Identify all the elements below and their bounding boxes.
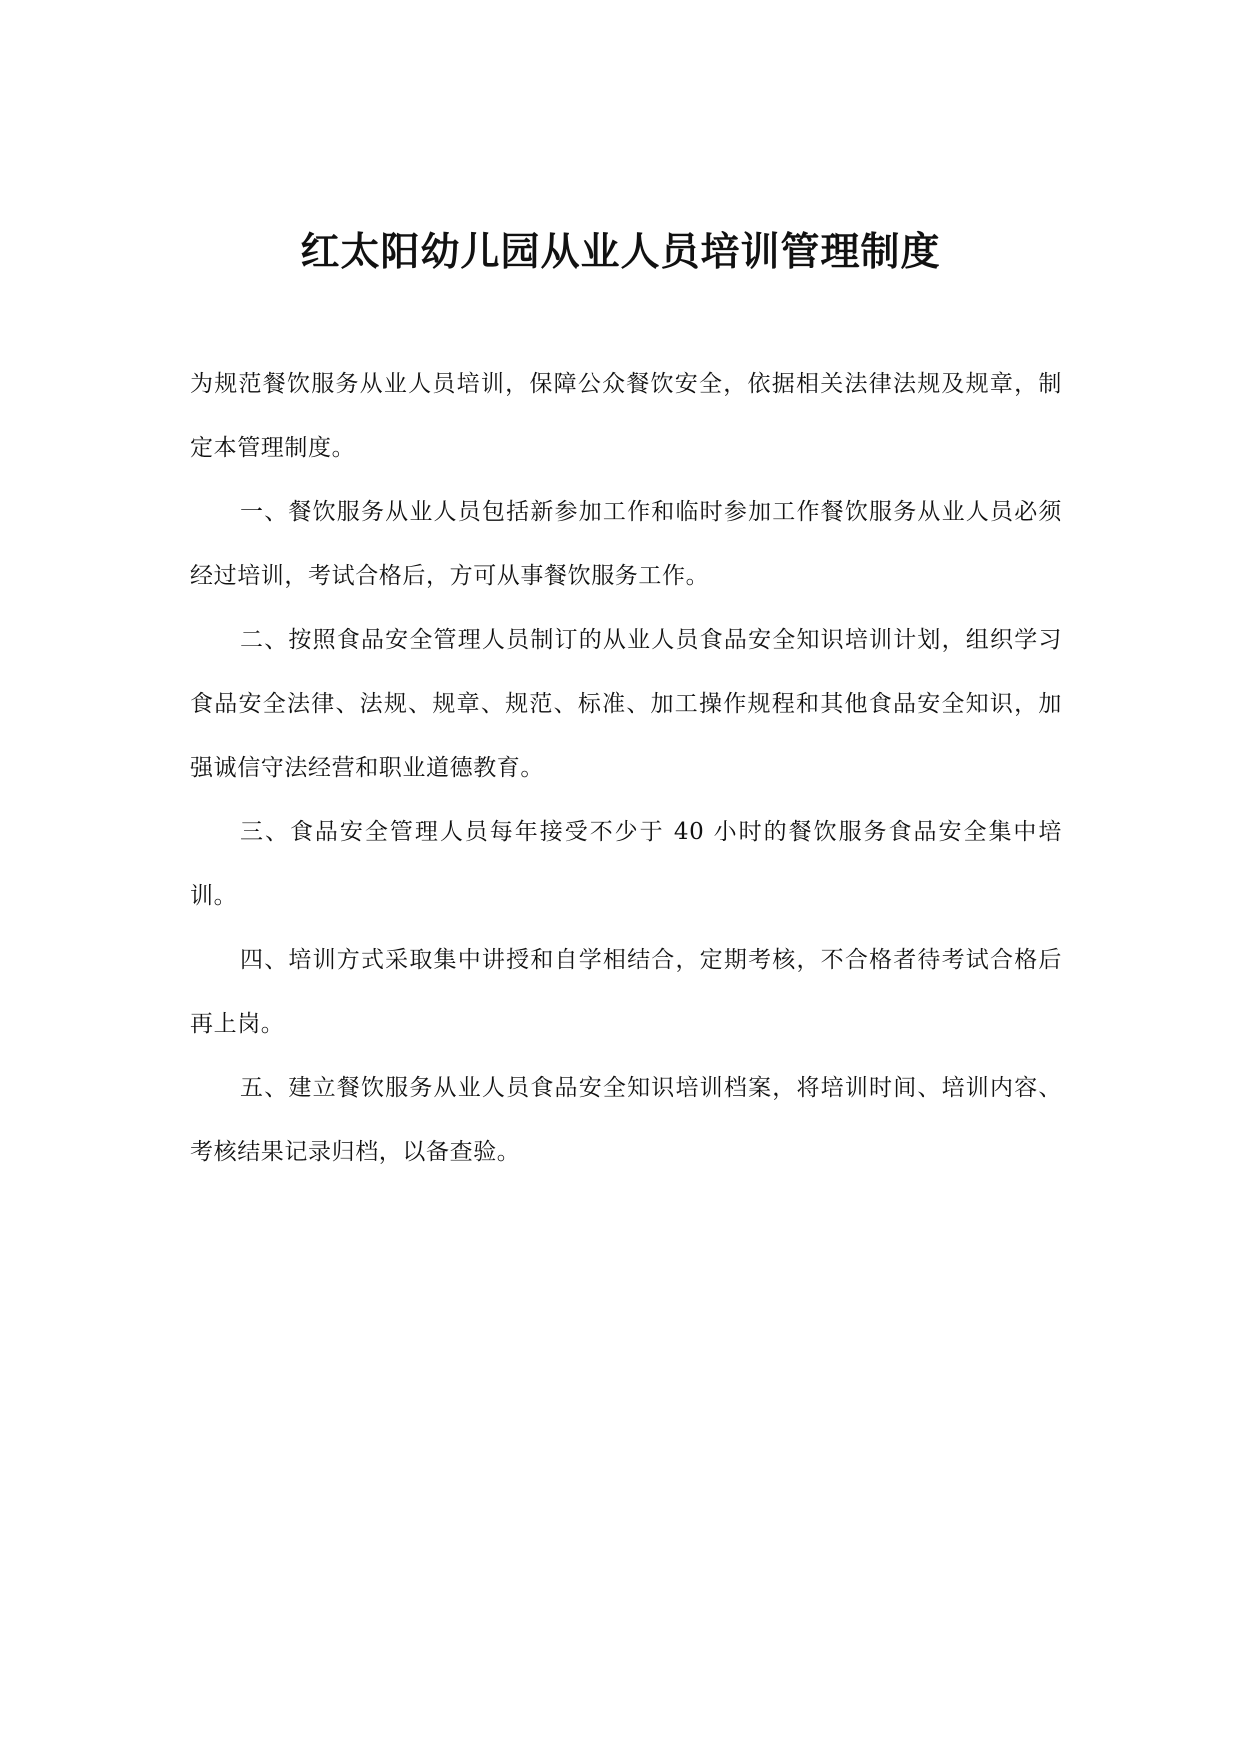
clause-2: 二、按照食品安全管理人员制订的从业人员食品安全知识培训计划，组织学习食品安全法律、法规、规章、规范、标准、加工操作规程和其他食品安全知识，加强诚信守法经营和职业道德教育。	[190, 627, 1062, 781]
clause-3: 三、食品安全管理人员每年接受不少于 40 小时的餐饮服务食品安全集中培训。	[190, 819, 1062, 909]
clause-5: 五、建立餐饮服务从业人员食品安全知识培训档案，将培训时间、培训内容、考核结果记录归档，以备查验。	[190, 1075, 1062, 1165]
document-title: 红太阳幼儿园从业人员培训管理制度	[300, 229, 941, 275]
clause-1: 一、餐饮服务从业人员包括新参加工作和临时参加工作餐饮服务从业人员必须经过培训，考试合格后，方可从事餐饮服务工作。	[190, 499, 1062, 589]
document-body	[190, 352, 1062, 1184]
clause-4: 四、培训方式采取集中讲授和自学相结合，定期考核，不合格者待考试合格后再上岗。	[190, 947, 1062, 1037]
intro-paragraph: 为规范餐饮服务从业人员培训，保障公众餐饮安全，依据相关法律法规及规章，制定本管理制度。	[190, 371, 1062, 461]
